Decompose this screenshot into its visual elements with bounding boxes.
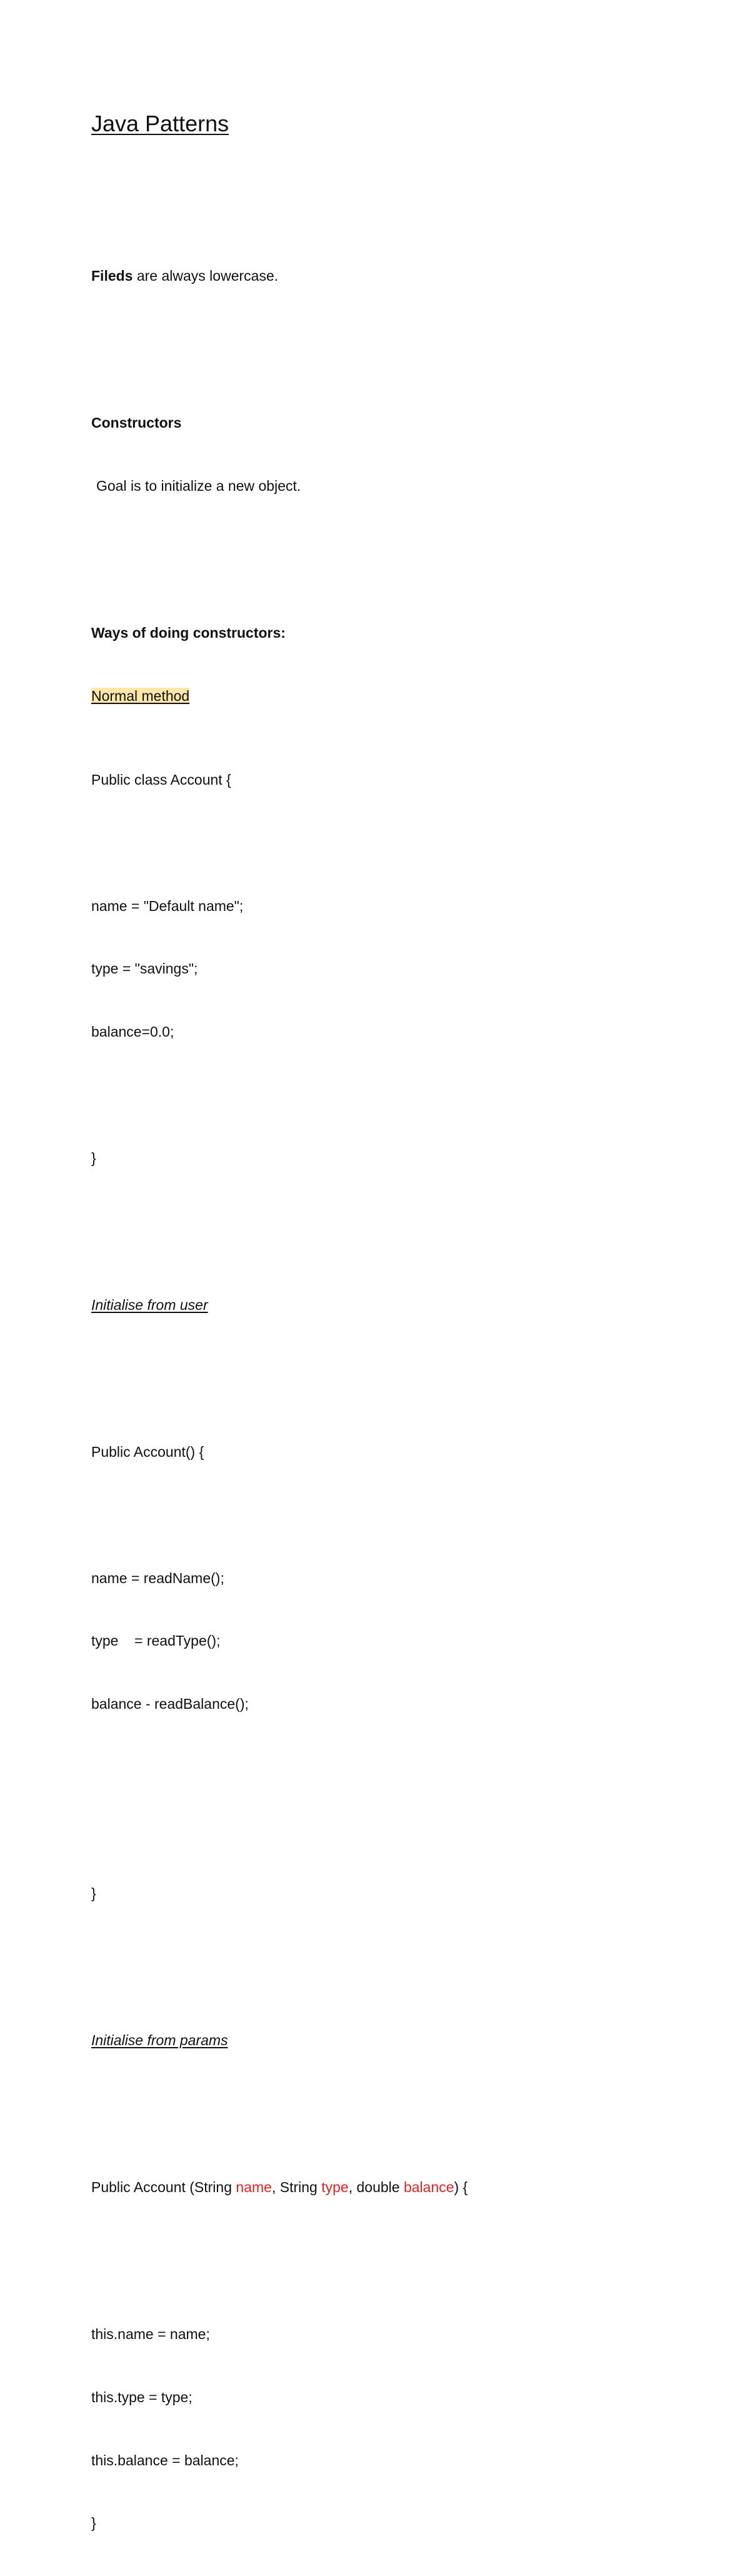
code-line: Public Account() { [91,1444,204,1461]
signature-part: Public Account (String [91,2178,236,2195]
page-title: Java Patterns [91,111,229,136]
document-body [91,203,468,2576]
code-line: type = "savings"; [91,960,198,977]
code-line: this.balance = balance; [91,2452,239,2468]
code-line: } [91,1884,96,1901]
constructors-heading: Constructors [91,414,182,431]
fields-note [91,266,468,287]
normal-method-label: Normal method [91,687,190,704]
code-line: balance - readBalance(); [91,1696,249,1713]
code-line [91,1085,468,1106]
code-line [91,1820,468,1841]
from-params-label: Initialise from params [91,2031,228,2048]
code-line [91,833,468,854]
code-line: name = readName(); [91,1569,224,1586]
fields-term: Fileds [91,267,133,284]
code-line: balance=0.0; [91,1024,174,1040]
normal-method-label-line [91,686,468,707]
from-params-label-line [91,2030,468,2051]
signature-part: , String [271,2178,322,2195]
from-user-label: Initialise from user [91,1296,208,1313]
signature-part: , double [348,2178,404,2195]
code-line: } [91,2515,96,2532]
param-type: type [321,2178,349,2195]
from-user-label-line [91,1295,468,1316]
fields-rest: are always lowercase. [132,267,279,284]
code-line [91,1505,468,1526]
param-name: name [236,2178,272,2195]
code-line: Public class Account { [91,772,231,788]
code-line: this.type = type; [91,2388,192,2405]
code-line: } [91,1149,96,1166]
ways-heading: Ways of doing constructors: [91,624,286,641]
signature-part: ) { [454,2178,468,2195]
code-line [91,1757,468,1778]
param-balance: balance [403,2178,454,2195]
code-line: name = "Default name"; [91,897,244,914]
constructor-signature [91,2177,468,2198]
code-line: this.name = name; [91,2325,210,2342]
constructors-goal: Goal is to initialize a new object. [96,477,301,494]
code-line: type = readType(); [91,1633,221,1649]
